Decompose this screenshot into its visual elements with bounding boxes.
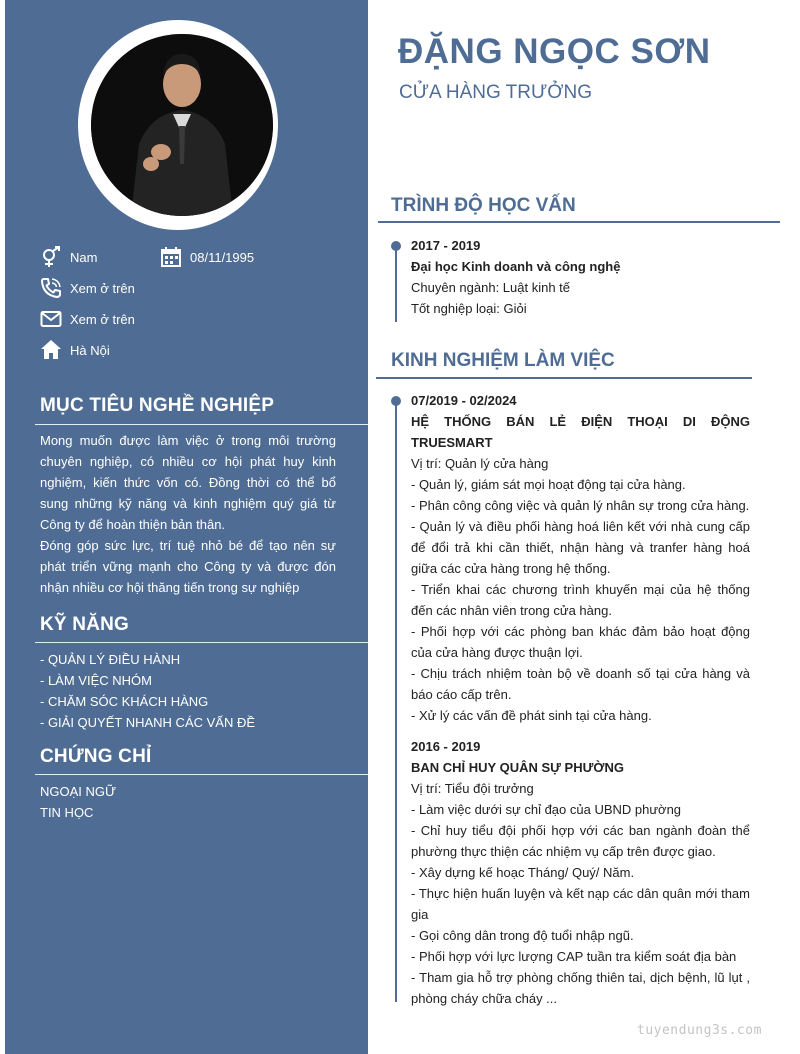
skill-item: - GIẢI QUYẾT NHANH CÁC VẤN ĐỀ xyxy=(40,715,256,730)
address-value: Hà Nội xyxy=(70,342,110,358)
skill-item: - QUẢN LÝ ĐIỀU HÀNH xyxy=(40,652,181,667)
experience-company: BAN CHỈ HUY QUÂN SỰ PHƯỜNG xyxy=(411,760,624,775)
candidate-title: CỬA HÀNG TRƯỞNG xyxy=(399,82,593,103)
experience-duty: - Xây dựng kế hoạc Tháng/ Quý/ Năm. xyxy=(411,865,635,880)
education-grade: Tốt nghiệp loại: Giỏi xyxy=(411,301,527,316)
objective-paragraph: Đóng góp sức lực, trí tuệ nhỏ bé để tạo nên sự phát triển vững mạnh cho Công ty và được đón nhận nhiều cơ hội thăng tiến trong sự nghiệp xyxy=(40,538,336,595)
info-gender xyxy=(40,246,97,268)
education-school: Đại học Kinh doanh và công nghệ xyxy=(411,259,621,274)
skills-list xyxy=(40,649,255,733)
info-phone xyxy=(40,277,135,299)
certificate-item: TIN HỌC xyxy=(40,805,94,820)
experience-duty: - Làm việc dưới sự chỉ đạo của UBND phường xyxy=(411,802,682,817)
education-major: Chuyên ngành: Luật kinh tế xyxy=(411,280,571,295)
experience-duty: - Quản lý, giám sát mọi hoạt động tại cửa hàng. xyxy=(411,477,686,492)
experience-duty: - Xử lý các vấn đề phát sinh tại cửa hàng. xyxy=(411,708,652,723)
experience-duty: - Triển khai các chương trình khuyến mại của hệ thống đến các nhân viên trong cửa hàng. xyxy=(411,582,750,618)
certificates-divider xyxy=(35,774,368,775)
experience-duty: - Quản lý và điều phối hàng hoá liên kết với nhà cung cấp để đổi trả khi cần thiết, nhận hàng và tranfer hàng hoá giữa các cửa hàng trong hệ thống. xyxy=(411,519,750,576)
education-timeline-dot xyxy=(391,241,401,251)
objective-heading: MỤC TIÊU NGHỀ NGHIỆP xyxy=(40,395,275,416)
experience-position: Vị trí: Tiểu đội trưởng xyxy=(411,781,534,796)
experience-duty: - Tham gia hỗ trợ phòng chống thiên tai, dịch bệnh, lũ lụt , phòng cháy chữa cháy ... xyxy=(411,970,750,1006)
avatar-frame xyxy=(78,20,278,230)
experience-duty: - Chỉ huy tiểu đội phối hợp với các ban ngành đoàn thể phường thực thiện các nhiệm vụ cấp trên được giao. xyxy=(411,823,750,859)
info-birthdate xyxy=(160,246,254,268)
education-period: 2017 - 2019 xyxy=(411,238,481,253)
home-icon xyxy=(40,339,62,361)
experience-duty: - Phối hợp với các phòng ban khác đảm bảo hoạt động của cửa hàng được thuận lợi. xyxy=(411,624,750,660)
certificates-heading: CHỨNG CHỈ xyxy=(40,746,152,767)
phone-icon xyxy=(40,277,62,299)
email-icon xyxy=(40,308,62,330)
experience-position: Vị trí: Quản lý cửa hàng xyxy=(411,456,549,471)
objective-text xyxy=(40,430,336,598)
experience-timeline-dot xyxy=(391,396,401,406)
certificate-item: NGOẠI NGỮ xyxy=(40,784,117,799)
experience-company: HỆ THỐNG BÁN LẺ ĐIỆN THOẠI DI ĐỘNG TRUESMART xyxy=(411,414,750,450)
phone-value: Xem ở trên xyxy=(70,280,135,296)
watermark: tuyendung3s.com xyxy=(637,1023,762,1038)
education-heading: TRÌNH ĐỘ HỌC VẤN xyxy=(391,195,576,216)
skills-divider xyxy=(35,642,368,643)
gender-value: Nam xyxy=(70,249,98,265)
experience-heading: KINH NGHIỆM LÀM VIỆC xyxy=(391,350,615,371)
avatar xyxy=(91,34,273,216)
sidebar xyxy=(5,0,368,1054)
skill-item: - CHĂM SÓC KHÁCH HÀNG xyxy=(40,694,209,709)
gender-icon xyxy=(40,246,62,268)
candidate-name: ĐẶNG NGỌC SƠN xyxy=(398,32,711,71)
info-address xyxy=(40,339,110,361)
objective-paragraph: Mong muốn được làm việc ở trong môi trường chuyên nghiệp, có nhiều cơ hội phát huy kinh nghiệm, kiến thức vốn có. Đồng thời có thể bổ sung những kỹ năng và kinh nghiệm quý giá từ Công ty để hoàn thiện bản thân. xyxy=(40,433,336,532)
experience-duty: - Phối hợp với lực lượng CAP tuần tra kiểm soát địa bàn xyxy=(411,949,737,964)
experience-period: 2016 - 2019 xyxy=(411,739,481,754)
experience-duty: - Gọi công dân trong độ tuổi nhập ngũ. xyxy=(411,928,634,943)
experience-divider xyxy=(376,377,752,379)
experience-duty: - Thực hiện huấn luyện và kết nạp các dân quân mới tham gia xyxy=(411,886,750,922)
education-timeline xyxy=(395,242,397,322)
experience-duty: - Chịu trách nhiệm toàn bộ về doanh số tại cửa hàng và báo cáo cấp trên. xyxy=(411,666,750,702)
email-value: Xem ở trên xyxy=(70,311,135,327)
skill-item: - LÀM VIỆC NHÓM xyxy=(40,673,152,688)
experience-timeline xyxy=(395,397,397,1002)
experience-duty: - Phân công công việc và quản lý nhân sự trong cửa hàng. xyxy=(411,498,750,513)
education-divider xyxy=(378,221,780,223)
calendar-icon xyxy=(160,246,182,268)
objective-divider xyxy=(35,424,368,425)
experience-period: 07/2019 - 02/2024 xyxy=(411,393,517,408)
education-entry xyxy=(411,235,750,319)
birthdate-value: 08/11/1995 xyxy=(190,249,255,265)
certificates-list xyxy=(40,781,116,823)
info-email xyxy=(40,308,135,330)
experience-entry xyxy=(411,736,750,1009)
experience-entry xyxy=(411,390,750,726)
skills-heading: KỸ NĂNG xyxy=(40,614,130,635)
